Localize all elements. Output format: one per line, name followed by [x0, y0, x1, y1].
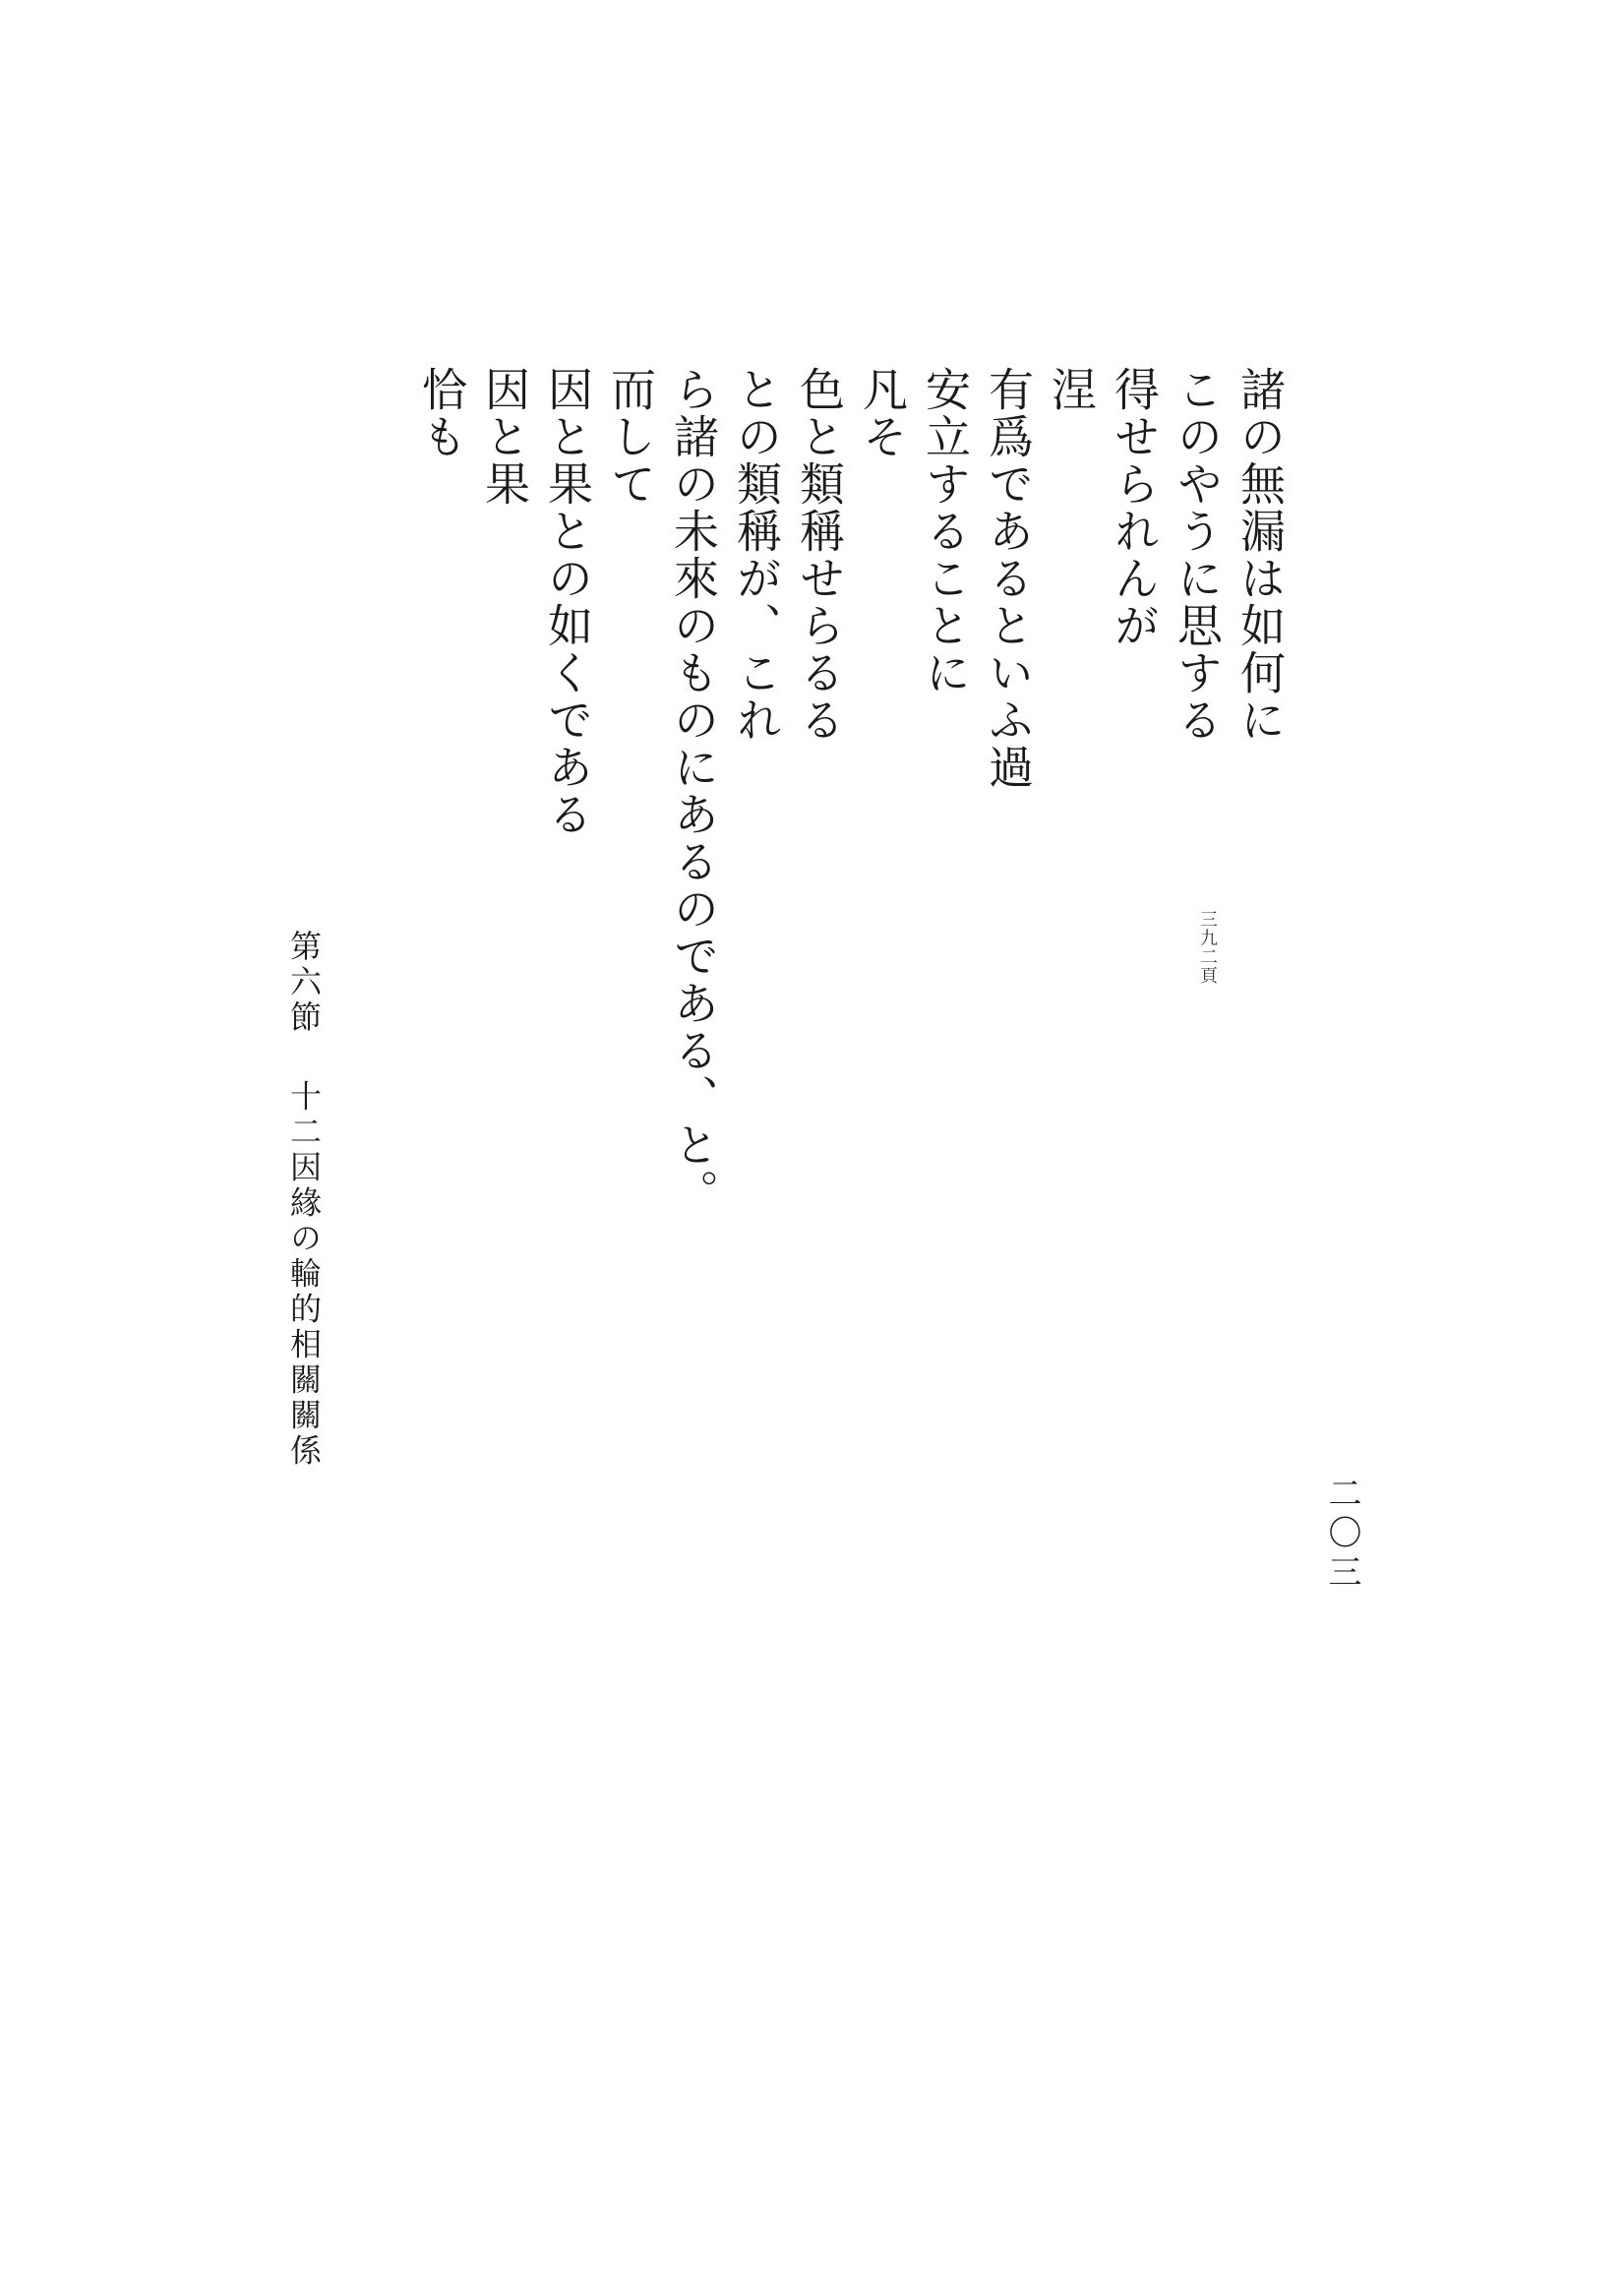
text-line: 而して — [604, 366, 657, 508]
running-header — [281, 930, 327, 1469]
text-line: との類稱が、これ — [730, 366, 783, 744]
text-line: 恰も — [415, 366, 468, 460]
text-line: 有爲であるといふ過 — [982, 366, 1035, 791]
margin-page-reference: 三九二頁 — [1197, 910, 1218, 985]
section-label: 第六節 — [285, 930, 323, 1036]
text-line: 色と類稱せらるる — [793, 366, 846, 744]
text-line: 涅 — [1045, 366, 1098, 413]
body-text — [410, 366, 1292, 1979]
text-line: このやうに思する — [1171, 366, 1224, 744]
text-line: 諸の無漏は如何に — [1233, 366, 1287, 744]
text-line: 安立することに — [919, 366, 972, 696]
page-number: 二〇三 — [1322, 1476, 1361, 1594]
text-line: 因と果 — [478, 366, 531, 508]
text-line: 凡そ — [856, 366, 909, 460]
text-line: 得せられんが — [1108, 366, 1161, 649]
text-line: ら諸の未來のものにあるのである、と。 — [667, 366, 720, 1216]
text-line: 因と果との如くである — [541, 366, 594, 838]
section-title: 十二因緣の輪的相關關係 — [285, 1079, 323, 1470]
